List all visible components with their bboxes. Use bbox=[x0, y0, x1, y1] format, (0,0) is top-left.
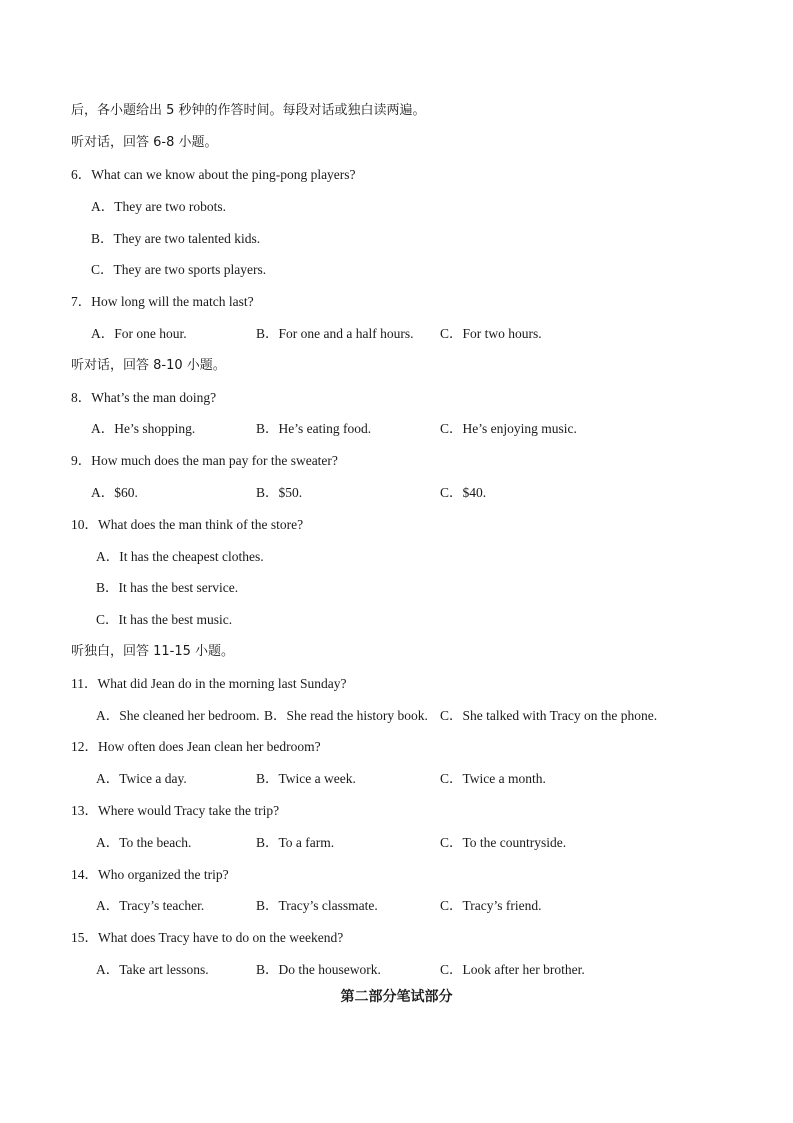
option-c: C．$40. bbox=[440, 485, 487, 500]
section-heading: 听独白，回答 11-15 小题。 bbox=[71, 644, 235, 659]
option-b: B．Do the housework. bbox=[256, 962, 381, 977]
instruction-text: 后，各小题给出 5 秒钟的作答时间。每段对话或独白读两遍。 bbox=[71, 103, 426, 118]
question-stem: 8．What’s the man doing? bbox=[71, 390, 217, 405]
option-b: B．For one and a half hours. bbox=[256, 326, 414, 341]
option-a: A．Take art lessons. bbox=[96, 962, 209, 977]
option-b: B．$50. bbox=[256, 485, 303, 500]
question-stem: 6．What can we know about the ping-pong players? bbox=[71, 167, 356, 182]
option-a: A．She cleaned her bedroom. bbox=[96, 708, 260, 723]
option-b: B．It has the best service. bbox=[96, 580, 239, 595]
section-heading: 听对话，回答 6-8 小题。 bbox=[71, 135, 218, 150]
question-stem: 15．What does Tracy have to do on the weekend? bbox=[71, 930, 344, 945]
option-c: C．She talked with Tracy on the phone. bbox=[440, 708, 658, 723]
option-a: A．Twice a day. bbox=[96, 771, 187, 786]
option-a: A．For one hour. bbox=[91, 326, 187, 341]
option-c: C．He’s enjoying music. bbox=[440, 421, 577, 436]
question-stem: 14．Who organized the trip? bbox=[71, 867, 229, 882]
option-c: C．Look after her brother. bbox=[440, 962, 585, 977]
question-stem: 9．How much does the man pay for the sweater? bbox=[71, 453, 338, 468]
option-b: B．To a farm. bbox=[256, 835, 335, 850]
option-c: C．To the countryside. bbox=[440, 835, 567, 850]
option-a: A．To the beach. bbox=[96, 835, 192, 850]
question-stem: 7．How long will the match last? bbox=[71, 294, 254, 309]
option-b: B．Tracy’s classmate. bbox=[256, 898, 378, 913]
option-a: A．It has the cheapest clothes. bbox=[96, 549, 264, 564]
option-b: B．He’s eating food. bbox=[256, 421, 372, 436]
question-stem: 13．Where would Tracy take the trip? bbox=[71, 803, 280, 818]
option-c: C．They are two sports players. bbox=[91, 262, 267, 277]
option-a: A．They are two robots. bbox=[91, 199, 226, 214]
question-stem: 11．What did Jean do in the morning last Sunday? bbox=[71, 676, 347, 691]
option-b: B．She read the history book. bbox=[264, 708, 428, 723]
option-a: A．Tracy’s teacher. bbox=[96, 898, 205, 913]
option-c: C．Twice a month. bbox=[440, 771, 546, 786]
section-heading: 听对话，回答 8-10 小题。 bbox=[71, 358, 226, 373]
option-a: A．He’s shopping. bbox=[91, 421, 196, 436]
part-title: 第二部分笔试部分 bbox=[340, 989, 453, 1005]
question-stem: 12．How often does Jean clean her bedroom? bbox=[71, 739, 321, 754]
option-c: C．Tracy’s friend. bbox=[440, 898, 542, 913]
option-c: C．It has the best music. bbox=[96, 612, 233, 627]
question-stem: 10．What does the man think of the store? bbox=[71, 517, 304, 532]
option-b: B．They are two talented kids. bbox=[91, 231, 261, 246]
option-c: C．For two hours. bbox=[440, 326, 542, 341]
option-b: B．Twice a week. bbox=[256, 771, 356, 786]
option-a: A．$60. bbox=[91, 485, 138, 500]
